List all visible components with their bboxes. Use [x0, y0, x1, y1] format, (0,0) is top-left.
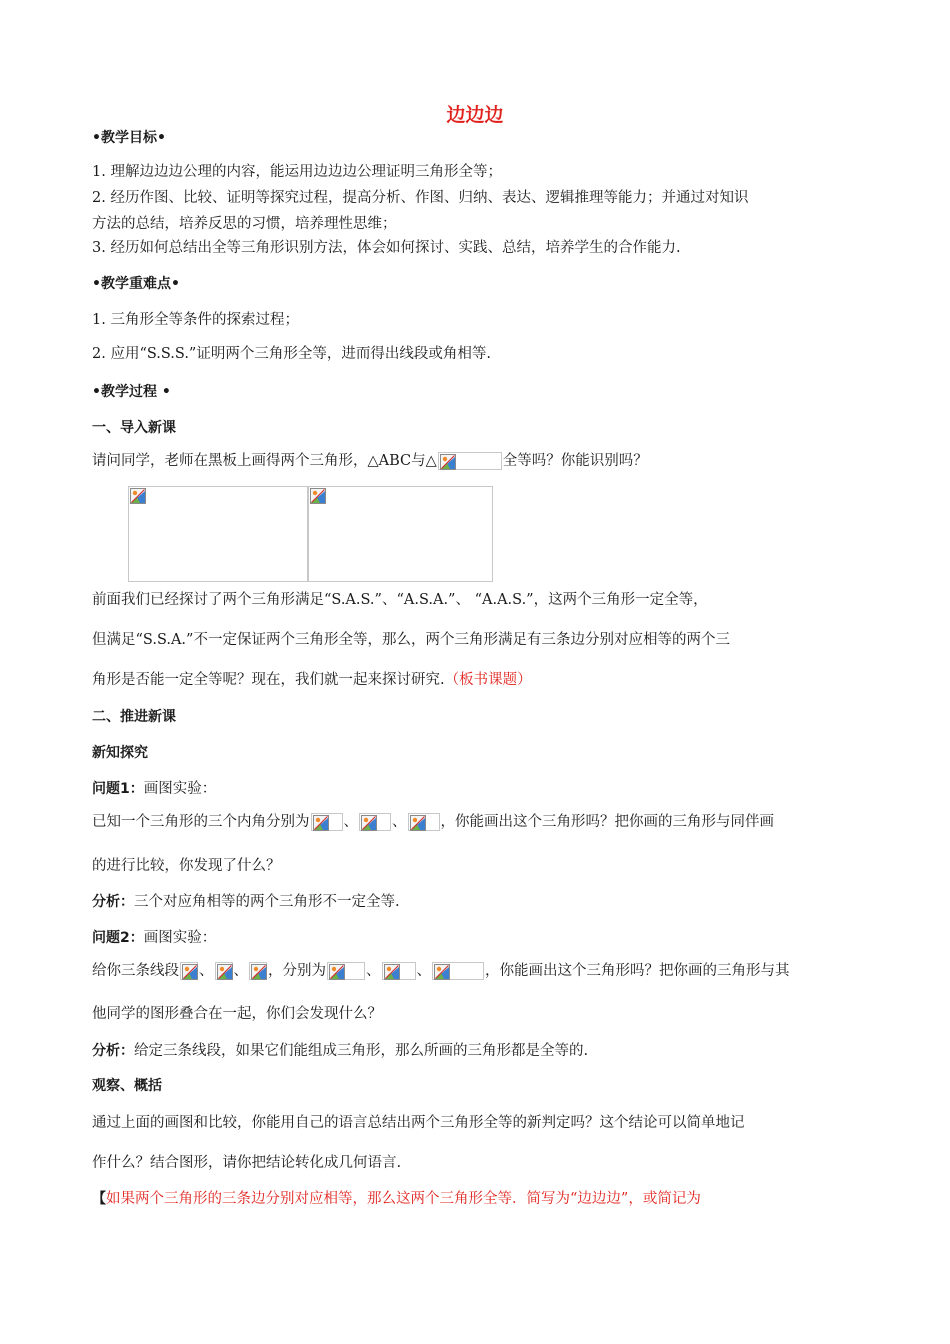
broken-image-icon [384, 964, 400, 980]
objective-1: 1. 理解边边边公理的内容，能运用边边边公理证明三角形全等； [92, 164, 502, 180]
observe-paragraph-1: 通过上面的画图和比较，你能用自己的语言总结出两个三角形全等的新判定吗？这个结论可以简单地记 [92, 1115, 745, 1131]
objective-2: 2. 经历作图、比较、证明等探究过程，提高分析、作图、归纳、表达、逻辑推理等能力；并通过对知识 [92, 190, 749, 206]
intro-paragraph-2: 但满足“S.S.A.”不一定保证两个三角形全等，那么，两个三角形满足有三条边分别对应相等的两个三 [92, 632, 730, 648]
broken-image-icon [251, 964, 267, 980]
objective-3: 3. 经历如何总结出全等三角形识别方法，体会如何探讨、实践、总结，培养学生的合作能力. [92, 240, 681, 256]
advance-heading: 二、推进新课 [92, 709, 176, 725]
broken-image-icon [182, 964, 198, 980]
question-2-title: 问题2：画图实验： [92, 930, 217, 946]
analysis-2: 分析：给定三条线段，如果它们能组成三角形，那么所画的三角形都是全等的. [92, 1043, 589, 1059]
intro-question: 请问同学，老师在黑板上画得两个三角形，△ABC与△ 全等吗？你能识别吗？ [92, 453, 648, 469]
broken-image-icon [217, 964, 233, 980]
question-2-text-cont: 他同学的图形叠合在一起，你们会发现什么？ [92, 1006, 382, 1022]
observe-heading: 观察、概括 [92, 1078, 162, 1094]
intro-paragraph-3: 角形是否能一定全等呢？现在，我们就一起来探讨研究.（板书课题） [92, 672, 532, 688]
length-image-2 [382, 962, 416, 980]
conclusion-text: 如果两个三角形的三条边分别对应相等，那么这两个三角形全等．简写为“边边边”，或简记为 [106, 1191, 701, 1207]
objective-2-cont: 方法的总结，培养反思的习惯，培养理性思维； [92, 216, 397, 232]
angle-image-1 [311, 813, 343, 831]
length-image-3 [432, 962, 484, 980]
broken-image-icon [361, 815, 377, 831]
broken-image-icon [310, 488, 326, 504]
angle-image-2 [359, 813, 391, 831]
section-keypoints: •教学重难点• [92, 276, 180, 292]
broken-image-icon [434, 964, 450, 980]
intro-heading: 一、导入新课 [92, 420, 176, 436]
keypoint-1: 1. 三角形全等条件的探索过程； [92, 312, 299, 328]
triangle-label-image [438, 452, 502, 470]
question-1-title: 问题1：画图实验： [92, 781, 217, 797]
board-note: （板书课题） [444, 672, 532, 688]
analysis-1: 分析：三个对应角相等的两个三角形不一定全等. [92, 894, 400, 910]
broken-image-icon [329, 964, 345, 980]
intro-paragraph-1: 前面我们已经探讨了两个三角形满足“S.A.S.”、“A.S.A.”、 “A.A.S.”，这两个三角形一定全等， [92, 592, 708, 608]
question-2-text: 给你三条线段 、 、 ，分别为 、 、 ，你能画出这个三角形吗？把你画的三角形与其 [92, 963, 790, 979]
segment-image-1 [180, 962, 198, 980]
segment-image-3 [249, 962, 267, 980]
page-title: 边边边 [446, 104, 504, 126]
broken-image-icon [130, 488, 146, 504]
broken-image-icon [313, 815, 329, 831]
length-image-1 [327, 962, 365, 980]
keypoint-2: 2. 应用“S.S.S.”证明两个三角形全等，进而得出线段或角相等. [92, 346, 491, 362]
explore-subheading: 新知探究 [92, 745, 148, 761]
conclusion-line: 【如果两个三角形的三条边分别对应相等，那么这两个三角形全等．简写为“边边边”，或简记为 [92, 1191, 701, 1207]
broken-image-icon [440, 454, 456, 470]
section-objectives: •教学目标• [92, 130, 166, 146]
angle-image-3 [408, 813, 440, 831]
triangle-figure-abc [128, 486, 308, 582]
segment-image-2 [215, 962, 233, 980]
question-1-text-cont: 的进行比较，你发现了什么？ [92, 858, 281, 874]
question-1-text: 已知一个三角形的三个内角分别为 、 、 ，你能画出这个三角形吗？把你画的三角形与同伴画 [92, 814, 774, 830]
observe-paragraph-2: 作什么？结合图形，请你把结论转化成几何语言. [92, 1155, 402, 1171]
broken-image-icon [410, 815, 426, 831]
triangle-figure-second [308, 486, 493, 582]
section-process: •教学过程 • [92, 384, 171, 400]
